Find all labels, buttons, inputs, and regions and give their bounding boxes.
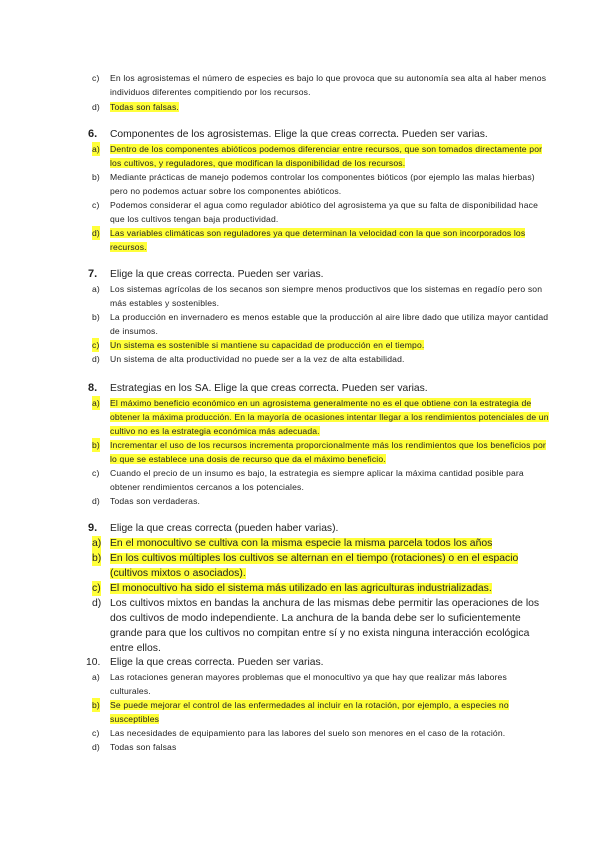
q8-option-d [0, 494, 600, 508]
option-letter: b) [92, 700, 100, 710]
option-text: Mediante prácticas de manejo podemos controlar los componentes bióticos (por ejemplo las malas hierbas) pero no podemos actuar sobre los componentes abióticos. [110, 172, 535, 196]
q6-option-c [0, 198, 600, 226]
option-text: Un sistema es sostenible si mantiene su capacidad de producción en el tiempo. [110, 340, 425, 350]
question-title: Elige la que creas correcta (pueden haber varias). [110, 523, 339, 534]
option-letter: d) [92, 354, 100, 364]
option-letter: b) [92, 172, 100, 182]
option-letter: a) [92, 398, 100, 408]
option-letter: d) [92, 598, 102, 609]
option-letter: b) [92, 312, 100, 322]
option-letter: c) [92, 73, 100, 83]
option-letter: a) [92, 538, 102, 549]
option-text: Un sistema de alta productividad no puede ser a la vez de alta estabilidad. [110, 354, 405, 364]
q5-option-d [0, 100, 600, 114]
q7-option-a [0, 282, 600, 310]
q10-option-b [0, 698, 600, 726]
option-letter: d) [92, 496, 100, 506]
question-number: 7. [88, 268, 98, 280]
question-number: 9. [88, 522, 98, 534]
question-number: 8. [88, 382, 98, 394]
option-text: Cuando el precio de un insumo es bajo, la estrategia es siempre aplicar la máxima cantidad posible para obtener rendimientos cercanos a los potenciales. [110, 468, 524, 492]
q6-option-b [0, 170, 600, 198]
question-10 [0, 655, 600, 754]
option-letter: c) [92, 583, 101, 594]
option-letter: c) [92, 728, 100, 738]
question-title: Elige la que creas correcta. Pueden ser varias. [110, 657, 324, 668]
q10-option-c [0, 726, 600, 740]
option-text: Las rotaciones generan mayores problemas que el monocultivo ya que hay que realizar más labores culturales. [110, 672, 507, 696]
q7-option-c [0, 338, 600, 352]
option-letter: d) [92, 742, 100, 752]
option-text: Las necesidades de equipamiento para las labores del suelo son menores en el caso de la rotación. [110, 728, 506, 738]
option-text: En el monocultivo se cultiva con la misma especie la misma parcela todos los años [110, 538, 493, 549]
q9-option-c [0, 581, 600, 596]
question-6 [0, 127, 600, 254]
q9-option-b [0, 551, 600, 581]
option-text: La producción en invernadero es menos estable que la producción al aire libre dado que utiliza mayor cantidad de insumos. [110, 312, 549, 336]
q10-option-d [0, 740, 600, 754]
option-letter: b) [92, 553, 102, 564]
question-heading [0, 381, 600, 396]
option-text: Las variables climáticas son reguladores ya que determinan la velocidad con la que son incorporados los recursos. [110, 228, 526, 252]
option-text: Los cultivos mixtos en bandas la anchura de las mismas debe permitir las operaciones de los dos cultivos de modo independiente. La anchura de la banda debe ser lo suficientemente grande para que los cultivos no compitan entre sí y no exista ninguna interacción ecológica entre ellos. [110, 598, 540, 654]
question-5-continued [0, 71, 600, 114]
question-heading [0, 521, 600, 536]
option-text: En los cultivos múltiples los cultivos se alternan en el tiempo (rotaciones) o en el espacio (cultivos mixtos o asociados). [110, 553, 519, 579]
option-text: Podemos considerar el agua como regulador abiótico del agrosistema ya que su falta de disponibilidad hace que los cultivos tengan baja productividad. [110, 200, 539, 224]
question-title: Componentes de los agrosistemas. Elige la que creas correcta. Pueden ser varias. [110, 129, 488, 140]
option-letter: b) [92, 440, 100, 450]
question-9 [0, 521, 600, 656]
option-text: Todas son verdaderas. [110, 496, 201, 506]
q6-option-a [0, 142, 600, 170]
option-letter: c) [92, 200, 100, 210]
option-letter: d) [92, 228, 100, 238]
question-number: 6. [88, 128, 98, 140]
option-text: Todas son falsas. [110, 102, 179, 112]
question-heading [0, 127, 600, 142]
option-letter: a) [92, 672, 100, 682]
question-number: 10. [86, 657, 101, 668]
option-text: Los sistemas agrícolas de los secanos son siempre menos productivos que los sistemas en regadío pero son más estables y sostenibles. [110, 284, 543, 308]
question-heading [0, 655, 600, 670]
question-title: Estrategias en los SA. Elige la que creas correcta. Pueden ser varias. [110, 383, 428, 394]
option-text: El monocultivo ha sido el sistema más utilizado en las agriculturas industrializadas. [110, 583, 492, 594]
q5-option-c [0, 71, 600, 99]
q6-option-d [0, 226, 600, 254]
option-text: Incrementar el uso de los recursos incrementa proporcionalmente más los rendimientos que los beneficios por lo que se establece una dosis de recurso que da el máximo beneficio. [110, 440, 546, 464]
q8-option-b [0, 438, 600, 466]
q7-option-d [0, 352, 600, 366]
q8-option-c [0, 466, 600, 494]
q7-option-b [0, 310, 600, 338]
question-8 [0, 381, 600, 508]
option-text: El máximo beneficio económico en un agrosistema generalmente no es el que obtiene con la estrategia de obtener la máxima producción. En la mayoría de ocasiones intentar llegar a los rendimientos potenciales de un cultivo no es la estrategia económica más adecuada. [110, 398, 549, 436]
option-text: Todas son falsas [110, 742, 177, 752]
question-title: Elige la que creas correcta. Pueden ser varias. [110, 269, 324, 280]
question-7 [0, 267, 600, 366]
q8-option-a [0, 396, 600, 438]
option-letter: a) [92, 144, 100, 154]
q9-option-a [0, 536, 600, 551]
option-text: Dentro de los componentes abióticos podemos diferenciar entre recursos, que son tomados directamente por los cultivos, y reguladores, que modifican la disponibilidad de los recursos. [110, 144, 543, 168]
option-letter: a) [92, 284, 100, 294]
option-text: Se puede mejorar el control de las enfermedades al incluir en la rotación, por ejemplo, a especies no susceptibles [110, 700, 509, 724]
option-letter: c) [92, 340, 100, 350]
q9-option-d [0, 596, 600, 656]
option-letter: d) [92, 102, 100, 112]
option-text: En los agrosistemas el número de especies es bajo lo que provoca que su autonomía sea alta al haber menos individuos diferentes compitiendo por los recursos. [110, 73, 547, 97]
option-letter: c) [92, 468, 100, 478]
q10-option-a [0, 670, 600, 698]
question-heading [0, 267, 600, 282]
